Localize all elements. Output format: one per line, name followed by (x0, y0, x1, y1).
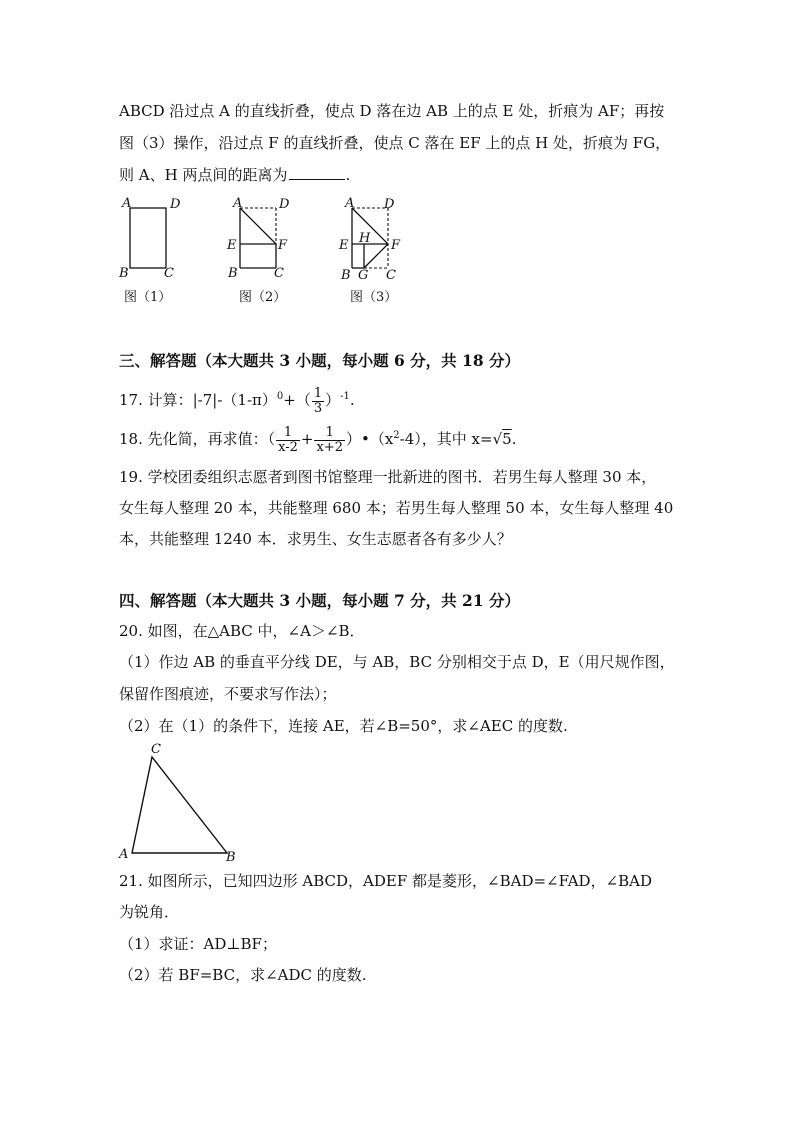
q19-line3: 本，共能整理 1240 本．求男生、女生志愿者各有多少人？ (119, 530, 512, 548)
label-D: D (170, 197, 181, 212)
section4-heading: 四、解答题（本大题共 3 小题，每小题 7 分，共 21 分） (119, 591, 521, 610)
q18-fraction-2: $\frac{1}{x+2}$ (316, 424, 343, 455)
q17-close: ） (325, 391, 341, 409)
q19-line1: 19. 学校团委组织志愿者到图书馆整理一批新进的图书．若男生每人整理 30 本， (119, 468, 657, 486)
q17-prefix: 17. 计算：|-7|-（1-π） (119, 391, 277, 409)
fold-figure-1 (118, 195, 188, 283)
q21-line3: （1）求证：AD⊥BF； (119, 935, 277, 953)
label-H: H (359, 231, 371, 246)
label-D: D (384, 197, 395, 212)
q21-line1: 21. 如图所示，已知四边形 ABCD，ADEF 都是菱形，∠BAD=∠FAD，∠BAD (119, 872, 653, 890)
label-G: G (358, 268, 369, 283)
q20-line2: （1）作边 AB 的垂直平分线 DE，与 AB，BC 分别相交于点 D，E（用尺规作图， (119, 653, 675, 671)
label-C: C (386, 268, 396, 283)
label-A: A (345, 196, 355, 211)
q20-line4: （2）在（1）的条件下，连接 AE，若∠B=50°，求∠AEC 的度数. (119, 717, 568, 735)
q21-line2: 为锐角． (119, 903, 180, 921)
q19-line2: 女生每人整理 20 本，共能整理 680 本；若男生每人整理 50 本，女生每人整理 40 (119, 499, 674, 517)
question-17: 17. 计算：$|-7|-(1-\pi)^0+$（ $\frac{1}{3}$ ）$^{-1}$. (119, 385, 355, 416)
label-F: F (278, 238, 288, 253)
label-E: E (227, 238, 237, 253)
q17-fraction: $\frac{1}{3}$ (313, 385, 323, 416)
problem16-text-line1: ABCD 沿过点 A 的直线折叠，使点 D 落在边 AB 上的点 E 处，折痕为 AF；再按 (119, 102, 665, 120)
q21-line4: （2）若 BF=BC，求∠ADC 的度数. (119, 966, 367, 984)
fold-figure-2 (226, 195, 306, 283)
fig1-caption: 图（1） (124, 290, 172, 305)
label-F: F (391, 238, 401, 253)
label-B: B (228, 266, 238, 281)
q17-exponent: -1 (340, 391, 350, 402)
q18-prefix: 18. 先化简，再求值：（ (119, 430, 276, 448)
fig2-caption: 图（2） (239, 290, 287, 305)
label-A: A (233, 196, 243, 211)
question-18: 18. 先化简，再求值：（ $\frac{1}{x-2}$ + $\frac{1}{x+2}$ ）$•(x^2-4)$，其中 x=√5. (119, 424, 517, 455)
q18-tail: -4），其中 x= (399, 430, 493, 448)
section3-heading: 三、解答题（本大题共 3 小题，每小题 6 分，共 18 分） (119, 351, 521, 370)
q18-fraction-1: $\frac{1}{x-2}$ (278, 424, 298, 455)
label-C: C (274, 266, 284, 281)
problem16-period: . (345, 166, 351, 184)
problem16-text-line2: 图（3）操作，沿过点 F 的直线折叠，使点 C 落在 EF 上的点 H 处，折痕为 FG， (119, 134, 671, 152)
q20-line1: 20. 如图，在△ABC 中，∠A＞∠B． (119, 622, 365, 640)
problem16-text-line3 (119, 164, 350, 186)
label-C: C (164, 266, 174, 281)
answer-blank (289, 165, 345, 180)
label-B: B (119, 266, 129, 281)
label-E: E (339, 238, 349, 253)
triangle-figure (115, 738, 245, 866)
fig3-caption: 图（3） (350, 290, 398, 305)
q18-radicand: 5 (502, 430, 512, 448)
problem16-question: 则 A、H 两点间的距离为 (119, 166, 288, 184)
fold-figure-3 (338, 195, 418, 283)
label-A: A (119, 847, 129, 862)
q20-line3: 保留作图痕迹，不要求写作法）； (119, 685, 337, 703)
label-C: C (151, 742, 161, 757)
q17-exponent-zero: 0 (276, 391, 284, 402)
label-B: B (226, 850, 236, 865)
sqrt-symbol: √ (492, 430, 503, 448)
label-D: D (279, 197, 290, 212)
q17-plus: +（ (283, 391, 311, 409)
label-A: A (122, 196, 132, 211)
label-B: B (341, 268, 351, 283)
q18-mid: ）•（x (345, 430, 394, 448)
